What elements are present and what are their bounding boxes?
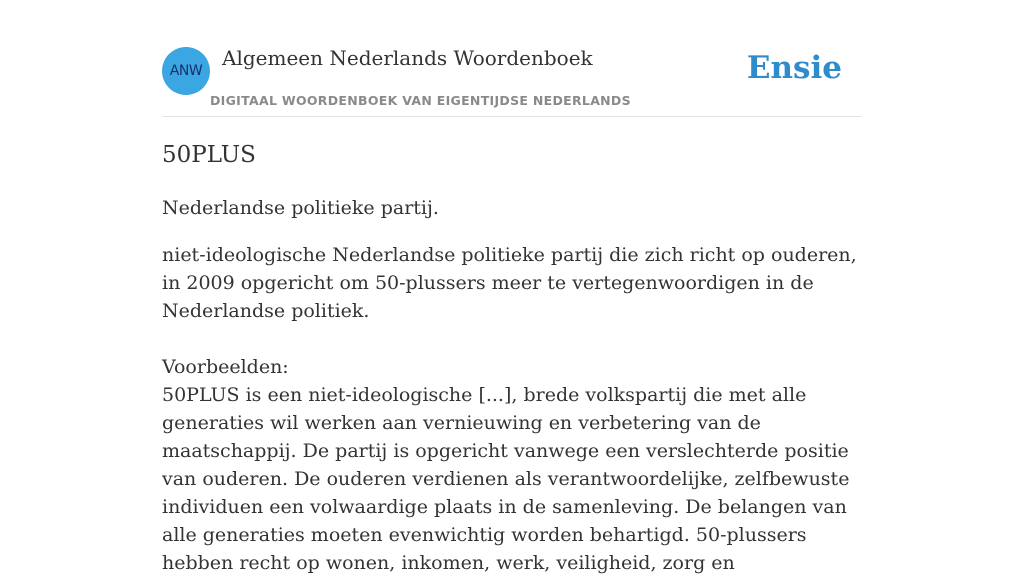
ensie-brand-link[interactable]: Ensie [746,50,842,86]
entry-definition: niet-ideologische Nederlandse politieke partij die zich richt op ouderen, in 2009 opgericht om 50-plussers meer te vertegenwoordigen in de Nederlandse politiek. [162,244,857,322]
example-text: 50PLUS is een niet-ideologische [...], brede volkspartij die met alle generaties wil werken aan vernieuwing en verbetering van de maatschappij. De partij is opgericht vanwege een verslechterde positie van ouderen. De ouderen verdienen als verantwoordelijke, zelfbewuste individuen een volwaardige plaats in de samenleving. De belangen van alle generaties moeten evenwichtig worden behartigd. 50-plussers hebben recht op wonen, inkomen, werk, veiligheid, zorg en [162,384,850,574]
entry-title: 50PLUS [162,142,256,168]
entry-content [162,138,864,577]
examples-label: Voorbeelden: [162,356,289,378]
anw-logo-icon[interactable]: ANW [162,47,210,95]
site-header [162,46,862,117]
site-title[interactable]: Algemeen Nederlands Woordenboek [222,46,593,70]
site-subtitle: DIGITAAL WOORDENBOEK VAN EIGENTIJDSE NEDERLANDS [210,93,631,108]
entry-summary: Nederlandse politieke partij. [162,197,439,219]
